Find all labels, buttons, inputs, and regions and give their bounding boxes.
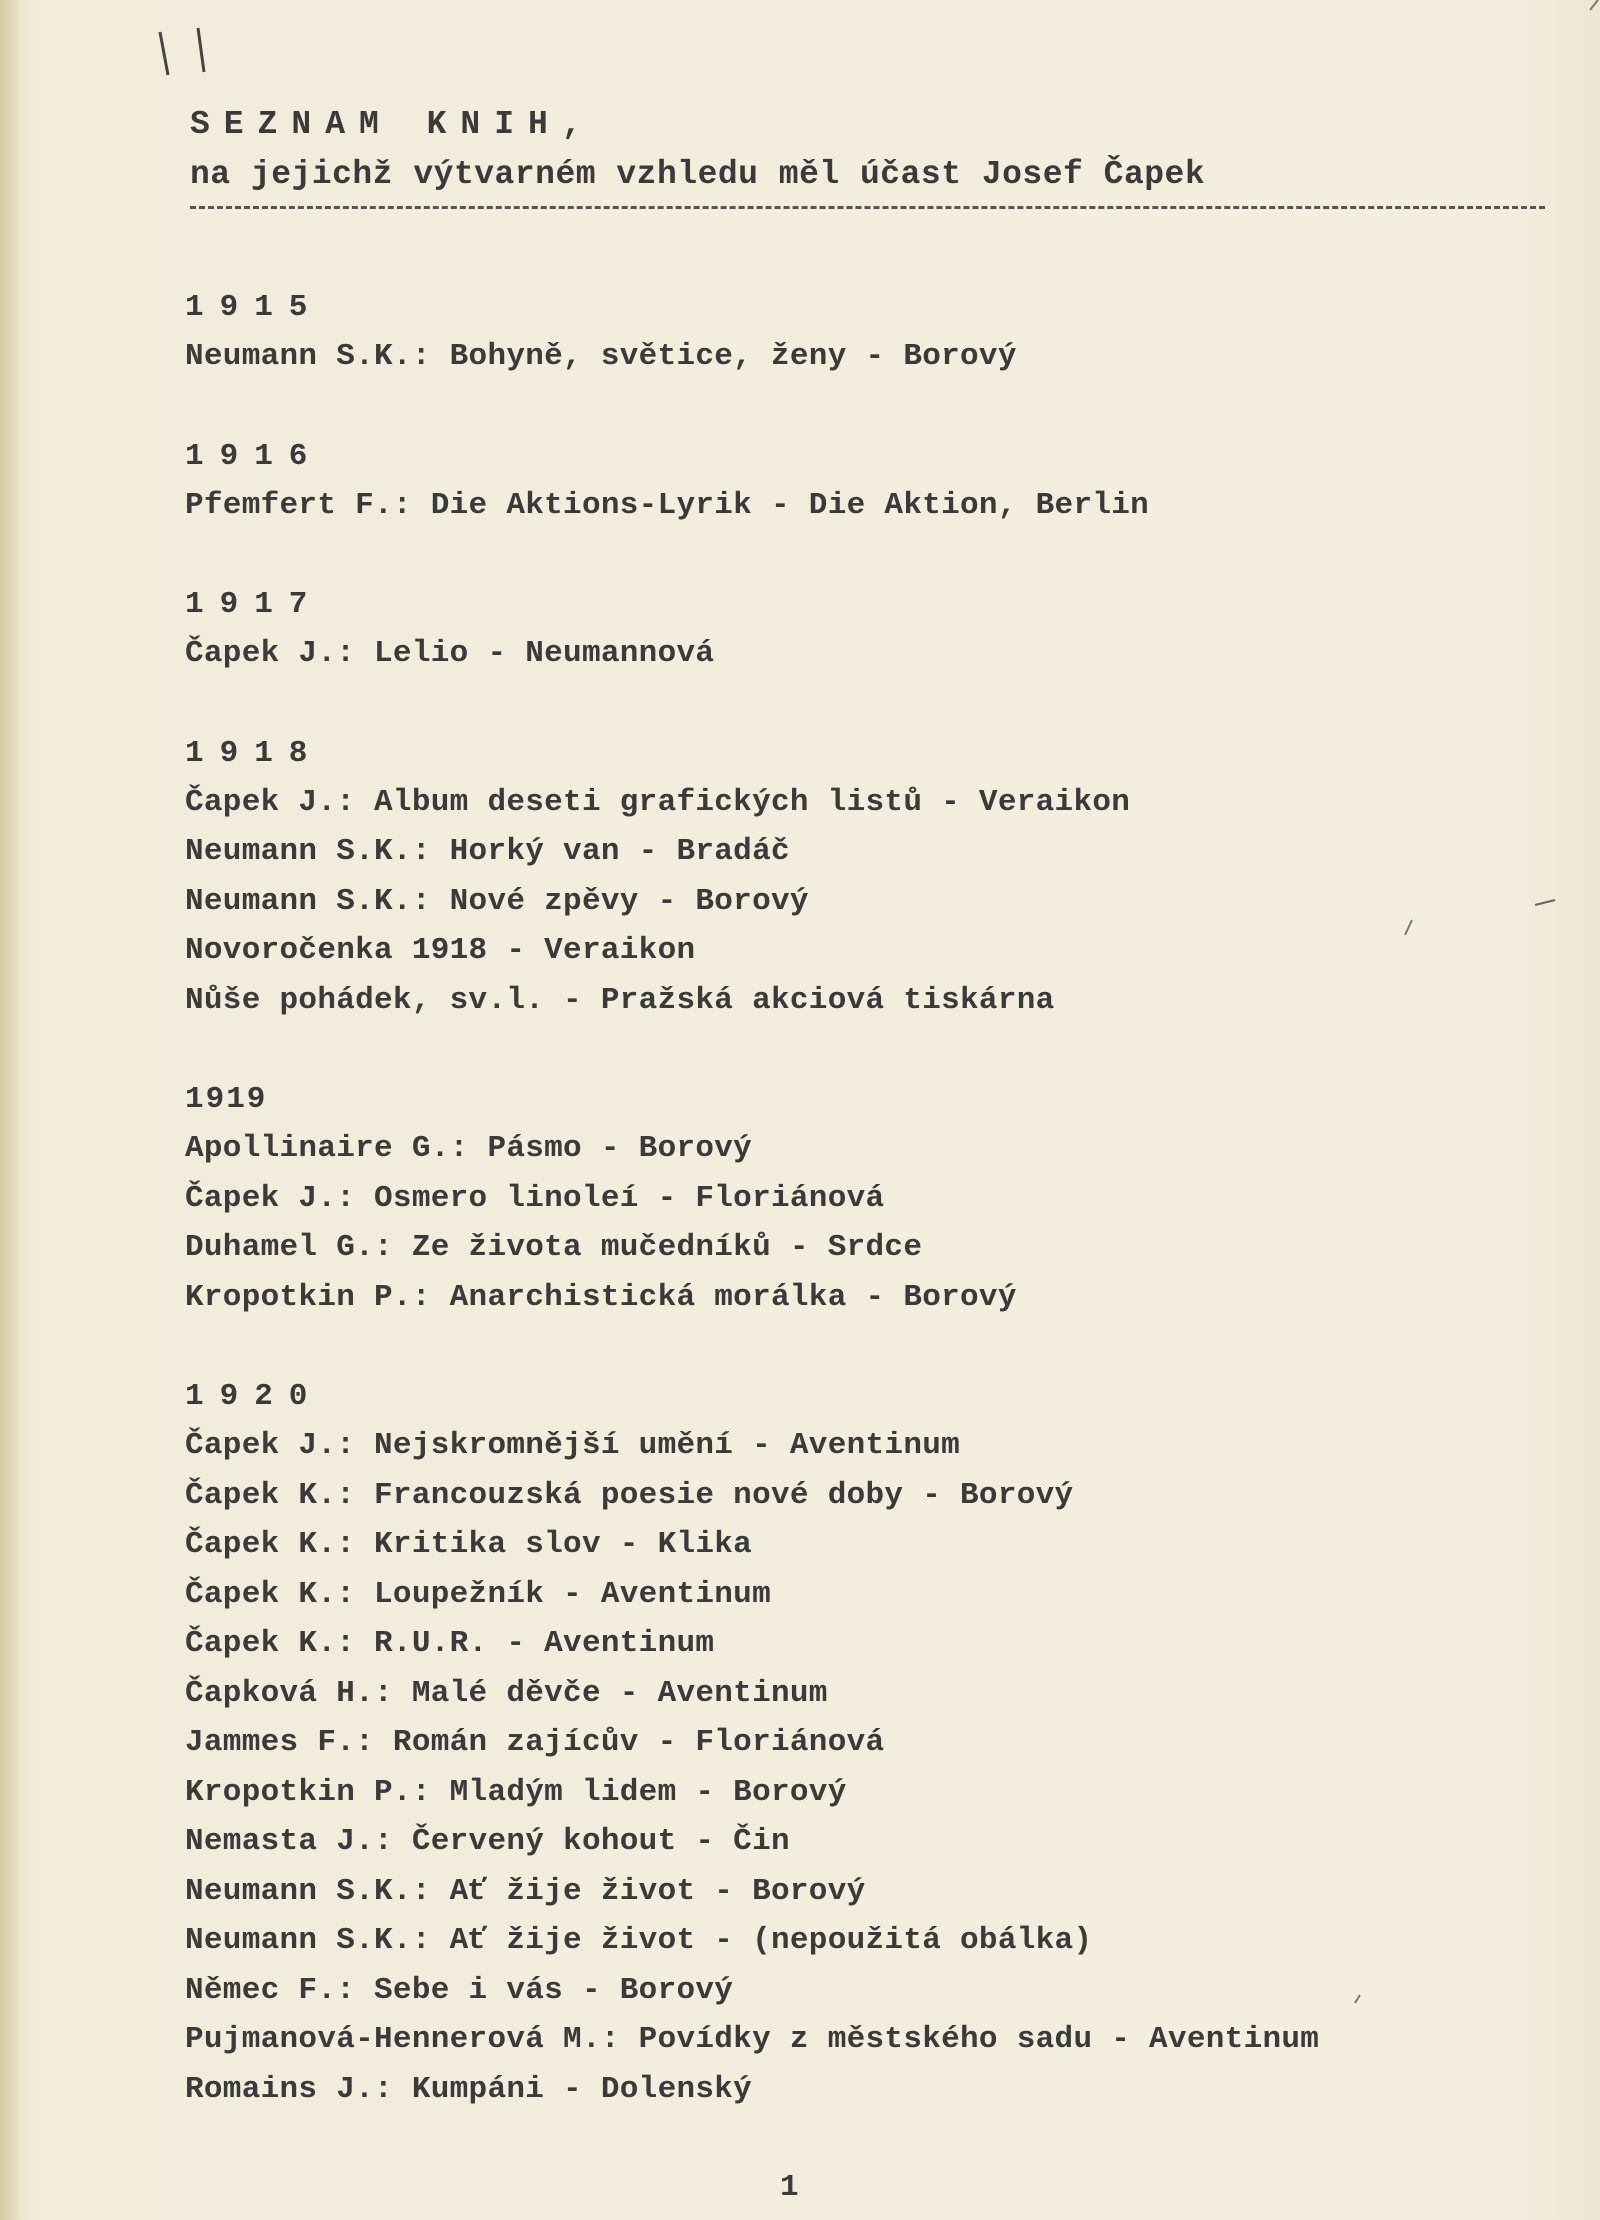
- year-heading: 1917: [185, 587, 324, 622]
- pencil-stroke: [1590, 0, 1598, 10]
- book-entry: Jammes F.: Román zajícův - Floriánová: [185, 1725, 885, 1760]
- document-header: [190, 100, 1205, 200]
- book-entry: Neumann S.K.: Ať žije život - (nepoužitá obálka): [185, 1923, 1093, 1958]
- page-number: 1: [780, 2170, 799, 2205]
- year-section-1916: [185, 432, 1545, 531]
- year-heading: 1918: [185, 735, 324, 771]
- book-entry: Apollinaire G.: Pásmo - Borový: [185, 1131, 753, 1166]
- book-entry: Čapek J.: Album deseti grafických listů - Veraikon: [185, 784, 1131, 820]
- book-entry: Duhamel G.: Ze života mučedníků - Srdce: [185, 1230, 923, 1265]
- book-entry: Nůše pohádek, sv.l. - Pražská akciová tiskárna: [185, 982, 1055, 1018]
- book-entry: Čapek K.: Kritika slov - Klika: [185, 1527, 753, 1562]
- year-heading: 1920: [185, 1379, 324, 1414]
- book-entry: Čapek K.: R.U.R. - Aventinum: [185, 1626, 715, 1661]
- document-title: SEZNAM KNIH,: [190, 106, 596, 143]
- pencil-stroke: [198, 28, 204, 72]
- book-entry: Neumann S.K.: Ať žije život - Borový: [185, 1873, 866, 1909]
- book-entry: Novoročenka 1918 - Veraikon: [185, 933, 696, 968]
- book-entry: Pujmanová-Hennerová M.: Povídky z městského sadu - Aventinum: [185, 2022, 1320, 2057]
- book-entry: Neumann S.K.: Nové zpěvy - Borový: [185, 883, 809, 919]
- book-entry: Čapek J.: Lelio - Neumannová: [185, 636, 715, 671]
- book-entry: Kropotkin P.: Anarchistická morálka - Borový: [185, 1279, 1017, 1315]
- book-entry: Pfemfert F.: Die Aktions-Lyrik - Die Aktion, Berlin: [185, 487, 1150, 523]
- book-entry: Čapek J.: Osmero linoleí - Floriánová: [185, 1180, 885, 1216]
- year-heading: 1915: [185, 290, 324, 325]
- year-section-1915: [185, 283, 1545, 382]
- book-entry: Neumann S.K.: Horký van - Bradáč: [185, 834, 790, 869]
- book-entry: Neumann S.K.: Bohyně, světice, ženy - Borový: [185, 339, 1017, 374]
- year-section-1920: [185, 1372, 1545, 2114]
- book-entry: Romains J.: Kumpáni - Dolenský: [185, 2071, 753, 2107]
- book-entry: Nemasta J.: Červený kohout - Čin: [185, 1824, 790, 1859]
- year-section-1919: [185, 1075, 1545, 1322]
- book-entry: Čapek K.: Loupežník - Aventinum: [185, 1576, 771, 1612]
- year-section-1918: [185, 729, 1545, 1026]
- book-entry: Čapek K.: Francouzská poesie nové doby - Borový: [185, 1477, 1074, 1513]
- book-entry: Čapek J.: Nejskromnější umění - Aventinum: [185, 1428, 961, 1463]
- book-entry: Kropotkin P.: Mladým lidem - Borový: [185, 1774, 847, 1810]
- book-list: [185, 283, 1545, 2164]
- pencil-stroke: [160, 32, 168, 75]
- year-section-1917: [185, 580, 1545, 679]
- year-heading: 1916: [185, 438, 324, 474]
- document-subtitle: na jejichž výtvarném vzhledu měl účast Josef Čapek: [190, 156, 1206, 193]
- dashed-divider: [190, 206, 1545, 209]
- book-entry: Němec F.: Sebe i vás - Borový: [185, 1972, 734, 2008]
- book-entry: Čapková H.: Malé děvče - Aventinum: [185, 1675, 828, 1711]
- year-heading: 1919: [185, 1082, 268, 1117]
